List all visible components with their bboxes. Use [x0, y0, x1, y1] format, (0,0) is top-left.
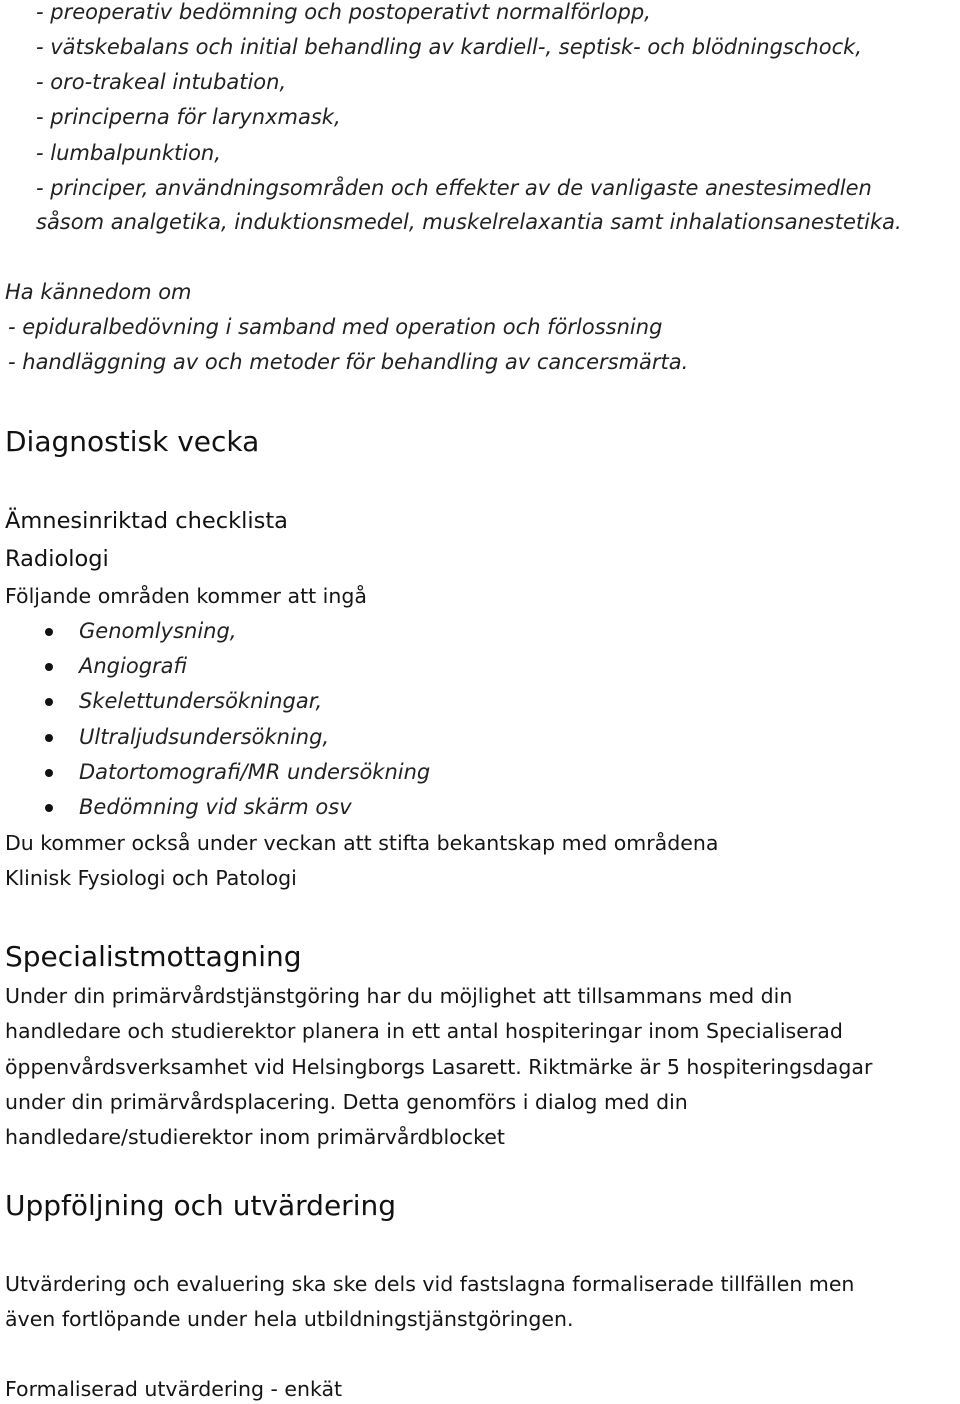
dash-item: - vätskebalans och initial behandling av kardiell-, septisk- och blödningschock, — [36, 35, 862, 59]
list-item: Bedömning vid skärm osv — [79, 795, 352, 819]
outro-line: Klinisk Fysiologi och Patologi — [5, 866, 297, 890]
section-title-specialist: Specialistmottagning — [5, 940, 302, 973]
bullet-dot-icon — [45, 769, 53, 777]
paragraph-line: öppenvårdsverksamhet vid Helsingborgs Lasarett. Riktmärke är 5 hospiteringsdagar — [5, 1055, 873, 1079]
section-title-uppfoljning: Uppföljning och utvärdering — [5, 1189, 396, 1222]
paragraph-line: Under din primärvårdstjänstgöring har du möjlighet att tillsammans med din — [5, 984, 793, 1008]
kannedom-heading: Ha kännedom om — [5, 280, 192, 304]
dash-item: - principer, användningsområden och effekter av de vanligaste anestesimedlen — [36, 176, 872, 200]
list-item: Ultraljudsundersökning, — [79, 725, 330, 749]
outro-line: Du kommer också under veckan att stifta bekantskap med områdena — [5, 831, 719, 855]
subject-heading: Radiologi — [5, 546, 109, 572]
paragraph-line: Utvärdering och evaluering ska ske dels vid fastslagna formaliserade tillfällen men — [5, 1272, 855, 1296]
dash-item: - principerna för larynxmask, — [36, 105, 341, 129]
paragraph-line: handledare och studierektor planera in ett antal hospiteringar inom Specialiserad — [5, 1019, 843, 1043]
paragraph-line: handledare/studierektor inom primärvårdblocket — [5, 1125, 505, 1149]
paragraph-line: även fortlöpande under hela utbildningstjänstgöringen. — [5, 1307, 574, 1331]
list-item: Skelettundersökningar, — [79, 689, 323, 713]
kannedom-item: - handläggning av och metoder för behandling av cancersmärta. — [8, 350, 689, 374]
bullet-dot-icon — [45, 804, 53, 812]
bullet-dot-icon — [45, 734, 53, 742]
list-item: Datortomografi/MR undersökning — [79, 760, 431, 784]
dash-item: - oro-trakeal intubation, — [36, 70, 287, 94]
list-item: Genomlysning, — [79, 619, 237, 643]
checklist-subtitle: Ämnesinriktad checklista — [5, 508, 288, 534]
kannedom-item: - epiduralbedövning i samband med operation och förlossning — [8, 315, 663, 339]
paragraph-line: under din primärvårdsplacering. Detta genomförs i dialog med din — [5, 1090, 688, 1114]
bullet-dot-icon — [45, 663, 53, 671]
dash-item: - lumbalpunktion, — [36, 141, 221, 165]
list-item: Angiografi — [79, 654, 188, 678]
dash-item: - preoperativ bedömning och postoperativt normalförlopp, — [36, 0, 651, 24]
dash-item-continuation: såsom analgetika, induktionsmedel, muskelrelaxantia samt inhalationsanestetika. — [36, 210, 902, 234]
section-title-diagnostisk: Diagnostisk vecka — [5, 425, 260, 458]
areas-intro: Följande områden kommer att ingå — [5, 584, 367, 608]
formal-evaluation-line: Formaliserad utvärdering - enkät — [5, 1377, 343, 1401]
bullet-dot-icon — [45, 628, 53, 636]
bullet-dot-icon — [45, 698, 53, 706]
